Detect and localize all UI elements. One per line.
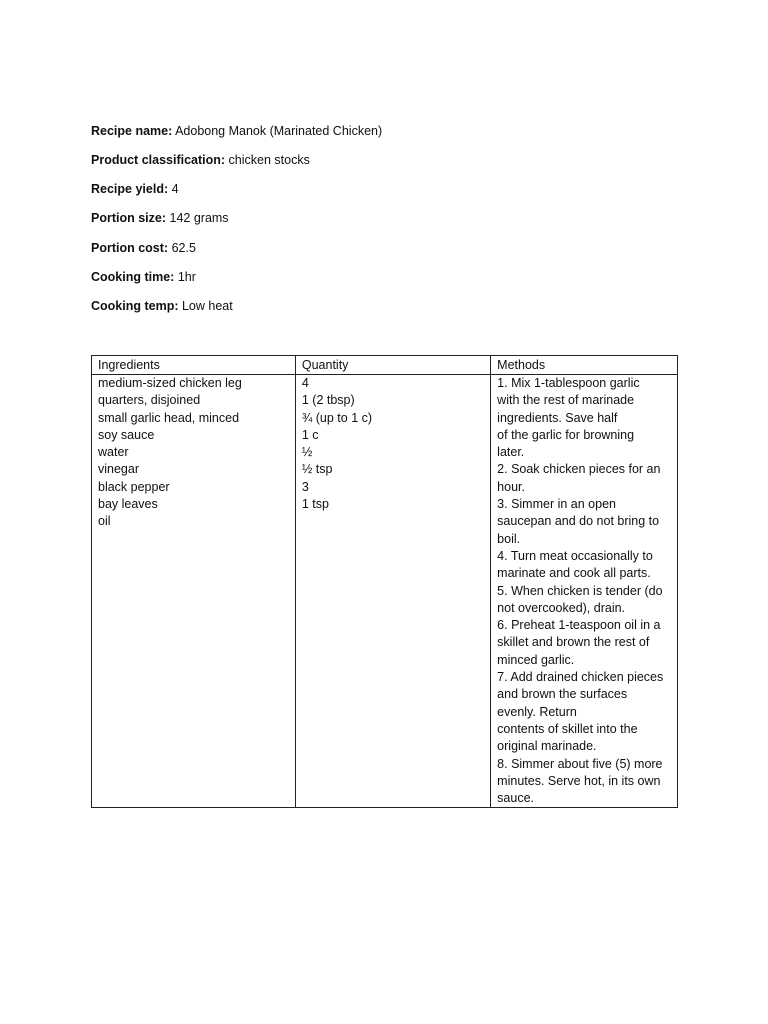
cooking-temp-value: Low heat [181, 299, 233, 313]
portion-size-value: 142 grams [169, 211, 229, 225]
method-line: hour. [497, 479, 525, 494]
method-line: 5. When chicken is tender (do [497, 583, 663, 598]
recipe-yield-line [91, 181, 179, 197]
recipe-yield-value: 4 [171, 182, 179, 196]
ingredient-line: black pepper [98, 479, 170, 494]
ingredient-line: medium-sized chicken leg [98, 376, 242, 390]
cooking-time-line [91, 269, 196, 285]
method-line: 3. Simmer in an open [497, 497, 616, 512]
method-line: minutes. Serve hot, in its own [497, 773, 661, 788]
recipe-name-line [91, 123, 382, 139]
recipe-yield-label: Recipe yield: [91, 182, 169, 196]
method-line: not overcooked), drain. [497, 600, 626, 615]
portion-cost-line [91, 240, 196, 256]
cooking-time-value: 1hr [177, 270, 196, 284]
method-line: 2. Soak chicken pieces for an [497, 462, 661, 477]
method-line: ingredients. Save half [497, 410, 618, 425]
table-row [92, 375, 678, 808]
ingredient-line: small garlic head, minced [98, 410, 240, 425]
method-line: contents of skillet into the [497, 721, 638, 736]
recipe-table [91, 355, 678, 808]
cooking-temp-line [91, 298, 233, 314]
recipe-name-label: Recipe name: [91, 124, 173, 138]
ingredient-line: water [98, 445, 129, 460]
method-line: of the garlic for browning [497, 427, 635, 442]
cooking-time-label: Cooking time: [91, 270, 175, 284]
methods-header: Methods [491, 356, 678, 375]
method-line: minced garlic. [497, 652, 575, 667]
ingredient-line: vinegar [98, 462, 139, 477]
product-classification-label: Product classification: [91, 153, 226, 167]
portion-cost-label: Portion cost: [91, 241, 169, 255]
portion-size-line [91, 210, 229, 226]
methods-cell [491, 375, 678, 808]
method-line: 4. Turn meat occasionally to [497, 548, 653, 563]
method-line: 8. Simmer about five (5) more [497, 756, 663, 771]
quantity-line: 1 (2 tbsp) [301, 393, 355, 408]
method-line: 6. Preheat 1-teaspoon oil in a [497, 618, 661, 633]
portion-cost-value: 62.5 [171, 241, 196, 255]
ingredients-header: Ingredients [92, 356, 296, 375]
ingredient-line: soy sauce [98, 427, 155, 442]
portion-size-label: Portion size: [91, 211, 167, 225]
product-classification-value: chicken stocks [228, 153, 310, 167]
cooking-temp-label: Cooking temp: [91, 299, 179, 313]
quantity-line: ½ tsp [301, 462, 333, 477]
method-line: later. [497, 445, 525, 460]
method-line: with the rest of marinade [497, 393, 635, 408]
method-line: original marinade. [497, 739, 597, 754]
method-line: 7. Add drained chicken pieces [497, 670, 664, 685]
recipe-name-value: Adobong Manok (Marinated Chicken) [175, 124, 383, 138]
method-line: skillet and brown the rest of [497, 635, 650, 650]
quantity-header: Quantity [295, 356, 490, 375]
method-line: marinate and cook all parts. [497, 566, 651, 581]
method-line: sauce. [497, 791, 535, 806]
ingredient-line: quarters, disjoined [98, 393, 201, 408]
quantity-line: 3 [301, 479, 309, 494]
method-line: boil. [497, 531, 521, 546]
method-line: and brown the surfaces [497, 687, 628, 702]
quantity-line: ¾ (up to 1 c) [301, 410, 373, 425]
quantity-line: 4 [301, 376, 309, 390]
method-line: evenly. Return [497, 704, 577, 719]
product-classification-line [91, 152, 310, 168]
quantity-cell [295, 375, 490, 808]
ingredient-line: oil [98, 514, 111, 529]
method-line: 1. Mix 1-tablespoon garlic [497, 376, 640, 390]
method-line: saucepan and do not bring to [497, 514, 660, 529]
quantity-line: ½ [301, 445, 313, 460]
ingredients-cell [92, 375, 296, 808]
table-header-row [92, 356, 678, 375]
quantity-line: 1 tsp [301, 497, 329, 512]
ingredient-line: bay leaves [98, 497, 158, 512]
quantity-line: 1 c [301, 427, 319, 442]
